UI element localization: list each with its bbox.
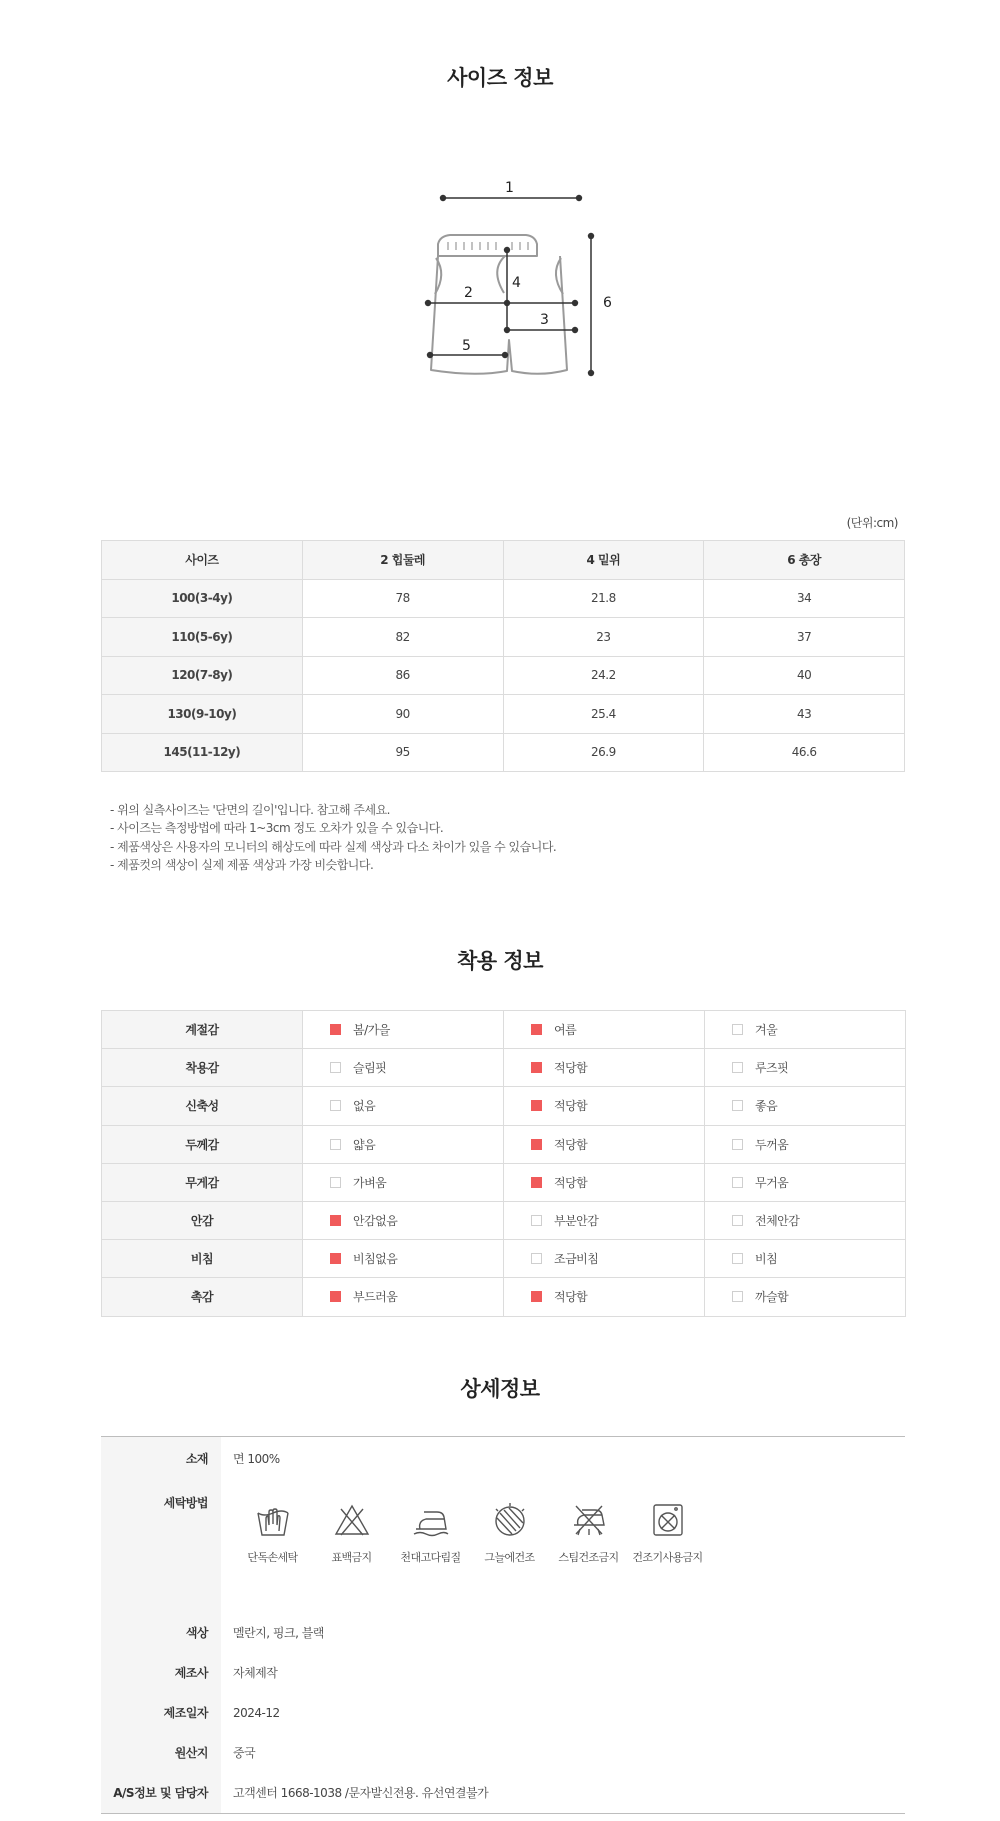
fit-table xyxy=(101,1010,906,1317)
care-item-no-steam xyxy=(549,1501,628,1565)
detail-row xyxy=(101,1613,905,1653)
size-table-row xyxy=(102,695,905,734)
no-steam-dry-icon xyxy=(570,1501,608,1539)
detail-value: 2024-12 xyxy=(233,1706,280,1720)
size-table-header: 6 총장 xyxy=(704,541,905,580)
fit-option-label: 적당함 xyxy=(554,1061,588,1076)
fit-option xyxy=(303,1049,504,1087)
detail-label: 원산지 xyxy=(101,1733,221,1773)
fit-info-title: 착용 정보 xyxy=(457,949,543,973)
detail-value: 면 100% xyxy=(233,1452,280,1466)
detail-label: A/S정보 및 담당자 xyxy=(101,1773,221,1813)
fit-option-label: 두꺼움 xyxy=(755,1137,789,1152)
detail-label: 제조사 xyxy=(101,1653,221,1693)
unchecked-box-icon xyxy=(732,1177,743,1188)
care-item-iron xyxy=(391,1501,470,1565)
fit-option xyxy=(303,1087,504,1125)
detail-info-title: 상세정보 xyxy=(460,1377,540,1401)
checked-box-icon xyxy=(531,1024,542,1035)
unchecked-box-icon xyxy=(531,1215,542,1226)
fit-option xyxy=(504,1278,705,1316)
fit-option-label: 전체안감 xyxy=(755,1214,800,1229)
fit-option xyxy=(705,1240,906,1278)
diagram-label-4: 4 xyxy=(512,275,521,291)
detail-label: 소재 xyxy=(101,1437,221,1479)
care-label: 단독손세탁 xyxy=(247,1551,298,1564)
diagram-label-1: 1 xyxy=(505,180,514,196)
fit-option-label: 좋음 xyxy=(755,1099,778,1114)
size-cell: 21.8 xyxy=(503,579,704,618)
size-table xyxy=(101,540,905,772)
size-label: 110(5-6y) xyxy=(102,618,303,657)
fit-label: 착용감 xyxy=(102,1049,303,1087)
unchecked-box-icon xyxy=(330,1139,341,1150)
unchecked-box-icon xyxy=(732,1253,743,1264)
fit-label: 두께감 xyxy=(102,1125,303,1163)
fit-option xyxy=(705,1049,906,1087)
detail-value: 멜란지, 핑크, 블랙 xyxy=(233,1626,324,1640)
size-table-row xyxy=(102,733,905,772)
unchecked-box-icon xyxy=(732,1100,743,1111)
checked-box-icon xyxy=(330,1253,341,1264)
fit-option-label: 적당함 xyxy=(554,1099,588,1114)
fit-label: 신축성 xyxy=(102,1087,303,1125)
checked-box-icon xyxy=(531,1291,542,1302)
fit-option-label: 봄/가을 xyxy=(353,1023,390,1038)
fit-option-label: 루즈핏 xyxy=(755,1061,789,1076)
no-bleach-icon xyxy=(333,1501,371,1539)
size-cell: 23 xyxy=(503,618,704,657)
fit-option xyxy=(504,1240,705,1278)
diagram-label-2: 2 xyxy=(464,285,473,301)
detail-value: 자체제작 xyxy=(233,1666,278,1680)
fit-label: 무게감 xyxy=(102,1163,303,1201)
fit-option xyxy=(303,1240,504,1278)
fit-option-label: 까슬함 xyxy=(755,1290,789,1305)
checked-box-icon xyxy=(330,1215,341,1226)
fit-label: 비침 xyxy=(102,1240,303,1278)
size-cell: 78 xyxy=(302,579,503,618)
fit-option xyxy=(303,1278,504,1316)
fit-row xyxy=(102,1163,906,1201)
detail-value: 고객센터 1668-1038 /문자발신전용. 유선연결불가 xyxy=(233,1786,489,1800)
size-label: 120(7-8y) xyxy=(102,656,303,695)
unchecked-box-icon xyxy=(330,1177,341,1188)
size-cell: 40 xyxy=(704,656,905,695)
detail-label: 세탁방법 xyxy=(101,1479,221,1613)
fit-option xyxy=(504,1125,705,1163)
shade-dry-icon xyxy=(491,1501,529,1539)
fit-option-label: 부분안감 xyxy=(554,1214,599,1229)
size-table-row xyxy=(102,579,905,618)
unchecked-box-icon xyxy=(732,1024,743,1035)
size-notes xyxy=(110,801,556,874)
fit-option-label: 겨울 xyxy=(755,1023,778,1038)
care-label: 그늘에건조 xyxy=(484,1551,535,1564)
checked-box-icon xyxy=(531,1100,542,1111)
fit-option-label: 여름 xyxy=(554,1023,577,1038)
fit-option-label: 적당함 xyxy=(554,1290,588,1305)
fit-option-label: 비침없음 xyxy=(353,1252,398,1267)
care-label: 표백금지 xyxy=(331,1551,372,1564)
size-table-header: 4 밑위 xyxy=(503,541,704,580)
unit-note: (단위:cm) xyxy=(846,516,898,530)
fit-option-label: 슬림핏 xyxy=(353,1061,387,1076)
detail-row xyxy=(101,1653,905,1693)
unchecked-box-icon xyxy=(732,1215,743,1226)
no-tumble-dry-icon xyxy=(649,1501,687,1539)
size-label: 100(3-4y) xyxy=(102,579,303,618)
size-cell: 37 xyxy=(704,618,905,657)
checked-box-icon xyxy=(531,1062,542,1073)
detail-label: 색상 xyxy=(101,1613,221,1653)
fit-label: 안감 xyxy=(102,1201,303,1239)
size-table-header: 사이즈 xyxy=(102,541,303,580)
diagram-label-6: 6 xyxy=(603,295,612,311)
fit-option xyxy=(504,1163,705,1201)
fit-option xyxy=(705,1087,906,1125)
detail-row-material xyxy=(101,1437,905,1479)
fit-option xyxy=(705,1011,906,1049)
fit-option-label: 안감없음 xyxy=(353,1214,398,1229)
checked-box-icon xyxy=(330,1024,341,1035)
fit-option-label: 조금비침 xyxy=(554,1252,599,1267)
size-cell: 25.4 xyxy=(503,695,704,734)
detail-row xyxy=(101,1773,905,1813)
fit-option-label: 비침 xyxy=(755,1252,778,1267)
unchecked-box-icon xyxy=(732,1062,743,1073)
fit-option xyxy=(504,1049,705,1087)
fit-option xyxy=(303,1163,504,1201)
unchecked-box-icon xyxy=(732,1139,743,1150)
diagram-label-3: 3 xyxy=(540,312,549,328)
fit-label: 계절감 xyxy=(102,1011,303,1049)
fit-option xyxy=(705,1125,906,1163)
fit-option xyxy=(504,1011,705,1049)
checked-box-icon xyxy=(531,1177,542,1188)
detail-row xyxy=(101,1693,905,1733)
fit-row xyxy=(102,1087,906,1125)
fit-option xyxy=(504,1087,705,1125)
iron-with-cloth-icon xyxy=(412,1501,450,1539)
detail-table xyxy=(101,1436,905,1814)
size-cell: 24.2 xyxy=(503,656,704,695)
detail-row-wash xyxy=(101,1479,905,1613)
size-info-title: 사이즈 정보 xyxy=(447,66,553,90)
care-item-hand-wash xyxy=(233,1501,312,1565)
fit-row xyxy=(102,1278,906,1316)
size-cell: 90 xyxy=(302,695,503,734)
size-cell: 26.9 xyxy=(503,733,704,772)
care-icon-list xyxy=(233,1479,905,1565)
unchecked-box-icon xyxy=(732,1291,743,1302)
diagram-label-5: 5 xyxy=(462,338,471,354)
checked-box-icon xyxy=(531,1139,542,1150)
fit-option xyxy=(303,1201,504,1239)
care-label: 스팀건조금지 xyxy=(558,1551,619,1564)
unchecked-box-icon xyxy=(531,1253,542,1264)
size-cell: 43 xyxy=(704,695,905,734)
size-cell: 46.6 xyxy=(704,733,905,772)
size-label: 130(9-10y) xyxy=(102,695,303,734)
size-table-row xyxy=(102,656,905,695)
care-label: 천대고다림질 xyxy=(400,1551,461,1564)
size-table-header-row xyxy=(102,541,905,580)
care-item-shade-dry xyxy=(470,1501,549,1565)
fit-option-label: 적당함 xyxy=(554,1175,588,1190)
note-line: - 위의 실측사이즈는 '단면의 길이'입니다. 참고해 주세요. xyxy=(110,803,390,817)
fit-option-label: 적당함 xyxy=(554,1137,588,1152)
size-table-row xyxy=(102,618,905,657)
unchecked-box-icon xyxy=(330,1062,341,1073)
size-label: 145(11-12y) xyxy=(102,733,303,772)
care-item-no-bleach xyxy=(312,1501,391,1565)
checked-box-icon xyxy=(330,1291,341,1302)
note-line: - 사이즈는 측정방법에 따라 1~3cm 정도 오차가 있을 수 있습니다. xyxy=(110,821,444,836)
fit-row xyxy=(102,1049,906,1087)
fit-row xyxy=(102,1011,906,1049)
care-label: 건조기사용금지 xyxy=(632,1551,703,1564)
fit-option-label: 부드러움 xyxy=(353,1290,398,1305)
fit-row xyxy=(102,1125,906,1163)
fit-option xyxy=(705,1201,906,1239)
note-line: - 제품색상은 사용자의 모니터의 해상도에 따라 실제 색상과 다소 차이가 있을 수 있습니다. xyxy=(110,839,557,854)
fit-option xyxy=(705,1278,906,1316)
size-cell: 34 xyxy=(704,579,905,618)
detail-value: 중국 xyxy=(233,1746,256,1760)
fit-option xyxy=(303,1011,504,1049)
fit-row xyxy=(102,1240,906,1278)
fit-option xyxy=(705,1163,906,1201)
fit-label: 촉감 xyxy=(102,1278,303,1316)
size-cell: 95 xyxy=(302,733,503,772)
fit-option-label: 얇음 xyxy=(353,1137,376,1152)
fit-option-label: 무거움 xyxy=(755,1175,789,1190)
fit-option-label: 없음 xyxy=(353,1099,376,1114)
fit-option-label: 가벼움 xyxy=(353,1175,387,1190)
unchecked-box-icon xyxy=(330,1100,341,1111)
care-item-no-tumble xyxy=(628,1501,707,1565)
hand-wash-icon xyxy=(254,1501,292,1539)
detail-label: 제조일자 xyxy=(101,1693,221,1733)
fit-option xyxy=(504,1201,705,1239)
size-table-header: 2 힙둘레 xyxy=(302,541,503,580)
detail-row xyxy=(101,1733,905,1773)
size-cell: 86 xyxy=(302,656,503,695)
shorts-measurement-diagram xyxy=(400,170,640,390)
note-line: - 제품컷의 색상이 실제 제품 색상과 가장 비슷합니다. xyxy=(110,857,374,872)
fit-row xyxy=(102,1201,906,1239)
fit-option xyxy=(303,1125,504,1163)
size-cell: 82 xyxy=(302,618,503,657)
